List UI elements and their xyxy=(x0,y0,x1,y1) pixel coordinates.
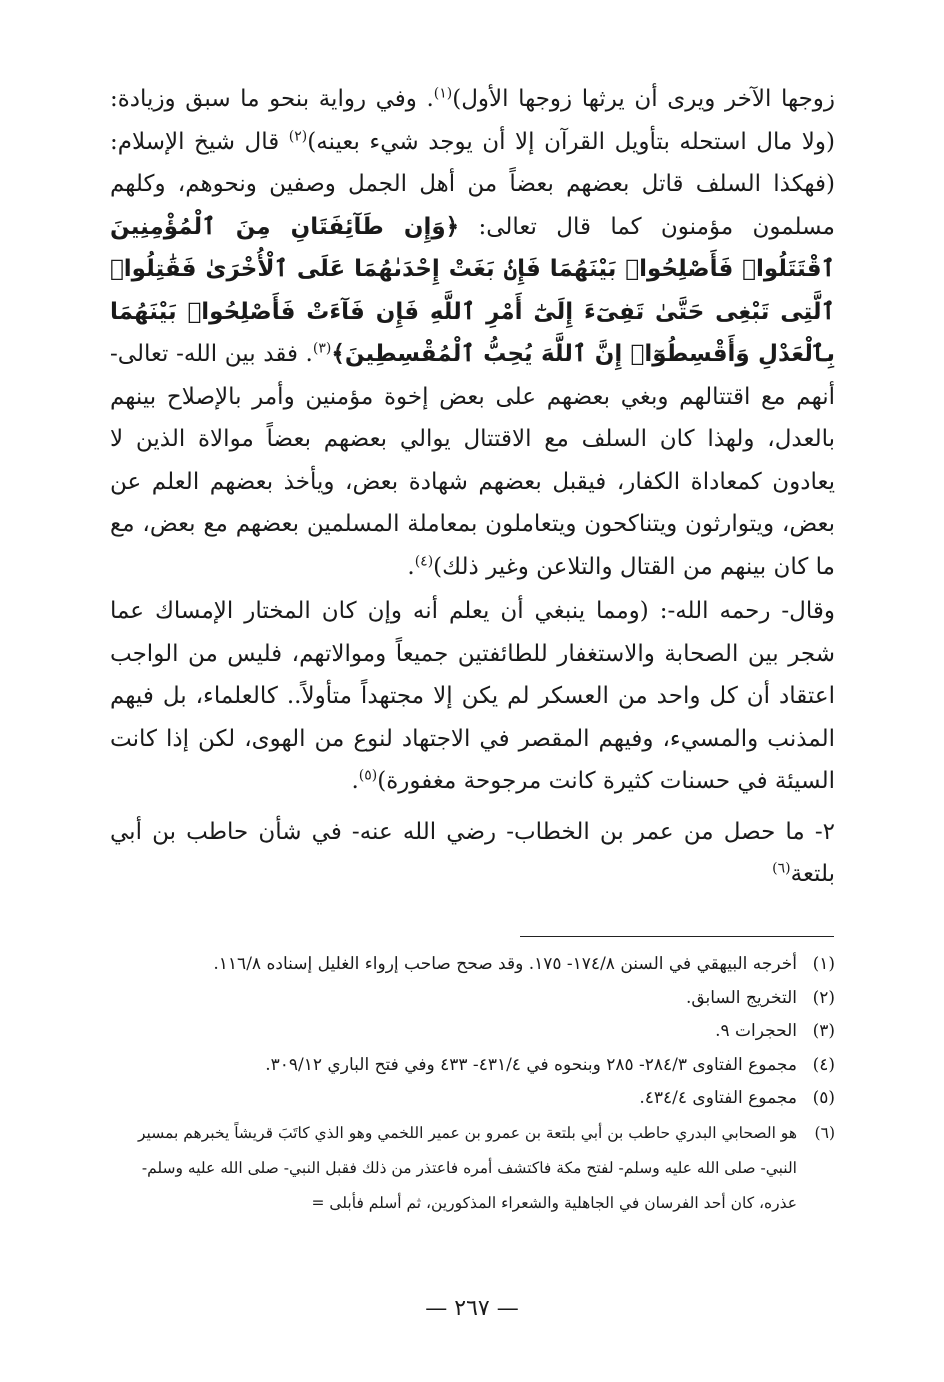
footnote-reference: (٦) xyxy=(772,860,791,877)
paragraph-text: قال شيخ الإسلام: (فهكذا السلف قاتل بعضهم بعضاً من أهل الجمل وصفين ونحوهم، وكلهم مسلمون مؤمنون كما قال تعالى: xyxy=(110,128,836,240)
footnote-text: الحجرات ٩. xyxy=(715,1021,797,1041)
footnote xyxy=(110,982,835,1016)
paragraph-text: ٢- ما حصل من عمر بن الخطاب- رضي الله عنه- في شأن حاطب بن أبي بلتعة xyxy=(110,818,835,887)
footnote-reference: (١) xyxy=(433,85,453,102)
footnotes-section xyxy=(110,948,835,1221)
footnote-number: (١) xyxy=(812,954,835,974)
footnote xyxy=(110,1082,835,1116)
body-paragraph xyxy=(110,590,835,803)
paragraph-text: . xyxy=(351,768,359,794)
footnote xyxy=(110,1015,835,1049)
list-item-paragraph xyxy=(110,811,835,896)
footnote-number: (٤) xyxy=(812,1054,835,1075)
quran-verse: ﴿وَإِن طَآئِفَتَانِ مِنَ ٱلْمُؤْمِنِينَ ٱقْتَتَلُوا۟ فَأَصْلِحُوا۟ بَيْنَهُمَا فَإِنۢ بَغَتْ إِحْدَىٰهُمَا عَلَى ٱلْأُخْرَىٰ فَقَٰتِلُوا۟ ٱلَّتِى تَبْغِى حَتَّىٰ تَفِىٓءَ إِلَىٰٓ أَمْرِ ٱللَّهِ فَإِن فَآءَتْ فَأَصْلِحُوا۟ بَيْنَهُمَا بِٱلْعَدْلِ وَأَقْسِطُوٓا۟ إِنَّ ٱللَّهَ يُحِبُّ ٱلْمُقْسِطِينَ﴾ xyxy=(110,213,835,367)
footnote-divider xyxy=(520,936,834,937)
footnote xyxy=(110,1049,835,1083)
page-number: — ٢٦٧ — xyxy=(425,1296,519,1321)
paragraph-text: . فقد بين الله- تعالى- أنهم مع اقتتالهم وبغي بعضهم على بعض إخوة مؤمنين وأمر بالإصلاح بينهم بالعدل، ولهذا كان السلف مع الاقتتال يوالي بعضهم بعضاً موالاة الذين لا يعادون كمعاداة الكفار، فيقبل بعضهم شهادة بعض، ويأخذ بعضهم العلم عن بعض، ويتوارثون ويتناكحون ويتعاملون بمعاملة المسلمين بعضهم مع بعض، مع ما كان بينهم من القتال والتلاعن وغير ذلك) xyxy=(110,341,835,580)
paragraph-text: زوجها الآخر ويرى أن يرثها زوجها الأول) xyxy=(452,86,835,112)
footnote-reference: (٣) xyxy=(312,340,332,357)
footnote xyxy=(110,948,835,982)
footnote-number: (٣) xyxy=(812,1021,835,1041)
footnote-reference: (٤) xyxy=(414,552,434,569)
footnote-number: (٥) xyxy=(812,1088,835,1108)
paragraph-text: وقال- رحمه الله-: (ومما ينبغي أن يعلم أنه وإن كان المختار الإمساك عما شجر بين الصحابة والاستغفار للطائفتين جميعاً وموالاتهم، فليس من الواجب اعتقاد أن كل واحد من العسكر لم يكن إلا مجتهداً متأولاً.. كالعلماء، بل فيهم المذنب والمسيء، وفيهم المقصر في الاجتهاد لنوع من الهوى، لكن إذا كانت السيئة في حسنات كثيرة كانت مرجوحة مغفورة) xyxy=(110,598,835,794)
paragraph-text: . xyxy=(407,553,415,580)
footnote-reference: (٥) xyxy=(358,767,378,784)
footnote-number: (٦) xyxy=(814,1123,835,1142)
footnote-text: مجموع الفتاوى ٤٣٤/٤. xyxy=(639,1088,797,1108)
paragraph-text: . وفي رواية بنحو ما سبق وزيادة: (ولا مال استحله بتأويل القرآن إلا أن يوجد شيء بعينه) xyxy=(110,86,835,155)
body-paragraph xyxy=(110,78,835,588)
footnote-reference: (٢) xyxy=(288,127,308,144)
footnote xyxy=(110,1116,835,1221)
footnote-number: (٢) xyxy=(812,987,835,1008)
main-text-body xyxy=(110,78,835,896)
footnote-text: التخريج السابق. xyxy=(685,987,797,1008)
footnote-text: مجموع الفتاوى ٢٨٤/٣- ٢٨٥ وبنحوه في ٤٣١/٤- ٤٣٣ وفي فتح الباري ٣٠٩/١٢. xyxy=(265,1054,797,1075)
footnote-text: هو الصحابي البدري حاطب بن أبي بلتعة بن عمرو بن عمير اللخمي وهو الذي كاتَبَ قريشاً يخبرهم بمسير النبي- صلى الله عليه وسلم- لفتح مكة فاكتشف أمره فاعتذر من ذلك فقبل النبي- صلى الله عليه وسلم- عذره، كان أحد الفرسان في الجاهلية والشعراء المذكورين، ثم أسلم فأبلى = xyxy=(137,1123,797,1212)
footnote-text: أخرجه البيهقي في السنن ١٧٤/٨- ١٧٥. وقد صحح صاحب إرواء الغليل إسناده ١١٦/٨. xyxy=(213,954,797,974)
